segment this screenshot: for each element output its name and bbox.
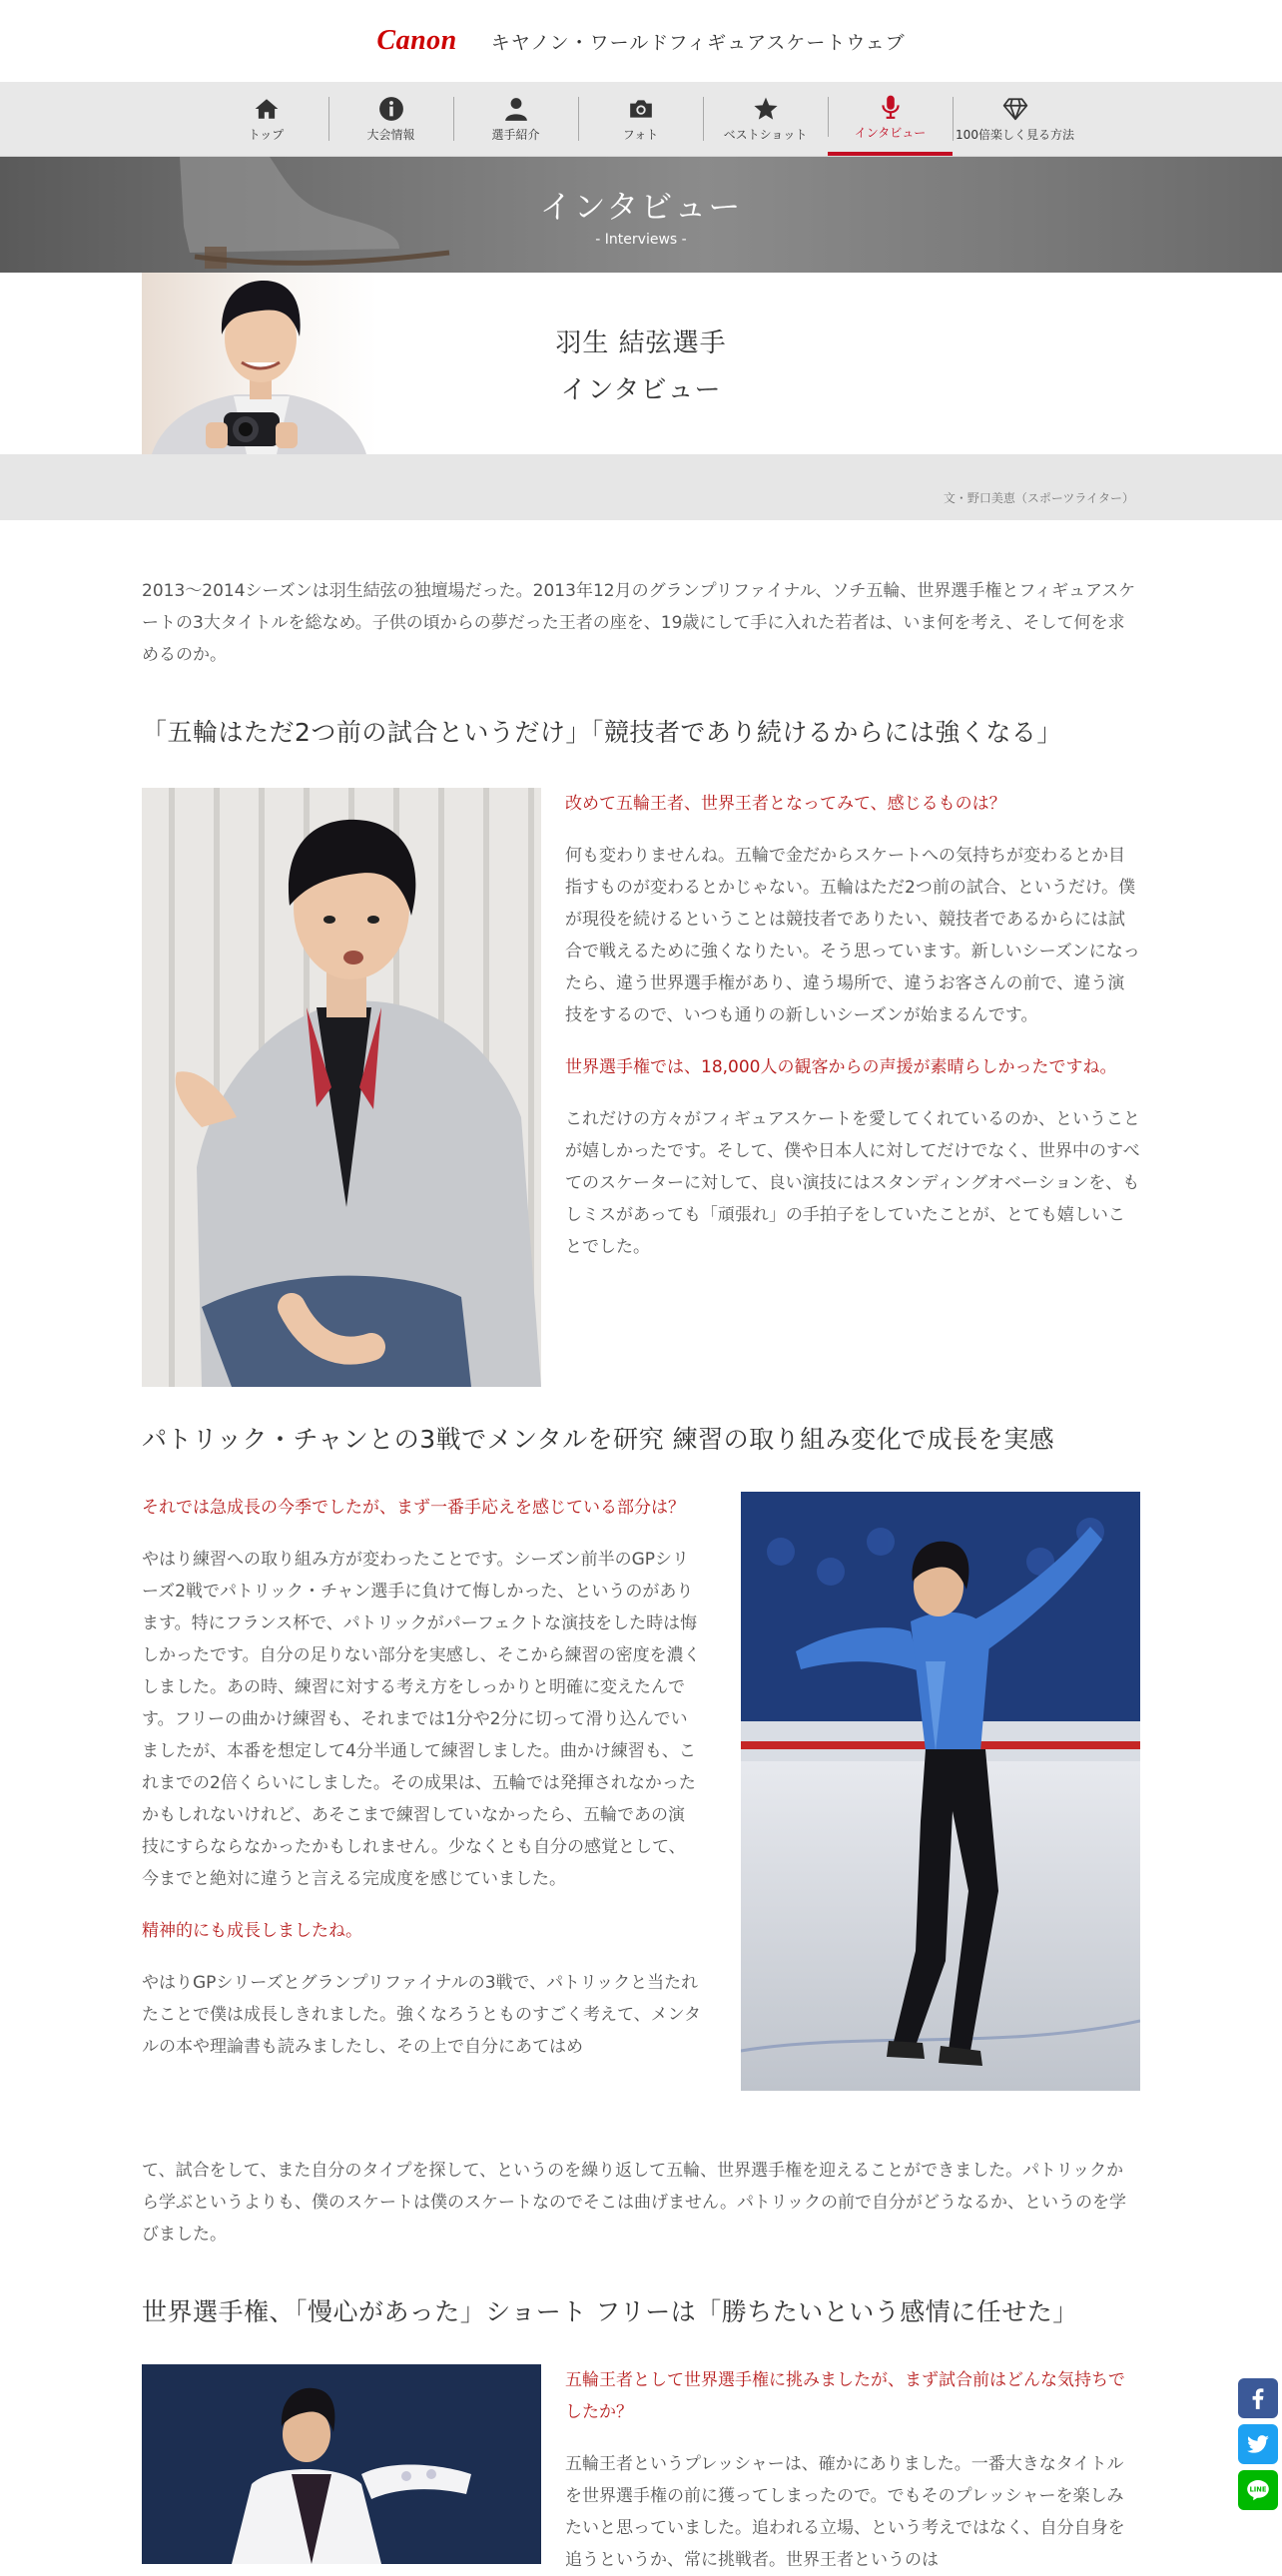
nav-item-players[interactable] [453, 82, 578, 156]
info-icon [378, 96, 404, 122]
nav-label: 選手紹介 [491, 127, 540, 142]
nav-label: インタビュー [854, 125, 927, 140]
nav-item-howto[interactable] [953, 82, 1077, 156]
question: 改めて五輪王者、世界王者となってみて、感じるものは？ [565, 794, 1006, 814]
article [142, 575, 1140, 2570]
section-heading-1: 「五輪はただ2つ前の試合というだけ」「競技者であり続けるからには強くなる」 [142, 718, 1062, 747]
answer: 五輪王者というプレッシャーは、確かにありました。一番大きなタイトルを世界選手権の前に獲ってしまったので。でもそのプレッシャーを楽しみたいと思っていました。追われる立場、という考えではなく、自分自身を追うというか、常に挑戦者。世界王者というのは [565, 2454, 1125, 2570]
article-lead: 2013～2014シーズンは羽生結弦の独壇場だった。2013年12月のグランプリファイナル、ソチ五輪、世界選手権とフィギュアスケートの3大タイトルを総なめ。子供の頃からの夢だった王者の座を、19歳にして手に入れた若者は、いま何を考え、そして何を求めるのか。 [142, 581, 1136, 665]
nav-label: ベストショット [723, 127, 808, 142]
star-icon [753, 96, 779, 122]
nav-item-interview[interactable] [828, 82, 953, 156]
nav-item-photo[interactable] [578, 82, 703, 156]
nav-label: 100倍楽しく見る方法 [956, 127, 1074, 142]
nav-label: フォト [622, 127, 659, 142]
diamond-icon [1002, 96, 1028, 122]
question: それでは急成長の今季でしたが、まず一番手応えを感じている部分は？ [142, 1498, 685, 1518]
qa-section2 [142, 1492, 701, 2063]
skate-boot-image [150, 157, 509, 273]
credit-bar [0, 454, 1282, 520]
nav-label: トップ [248, 127, 285, 142]
author-credit: 文・野口美恵（スポーツライター） [943, 491, 1134, 505]
banner-title: インタビュー [539, 188, 743, 226]
nav-label: 大会情報 [366, 127, 415, 142]
answer: 何も変わりませんね。五輪で金だからスケートへの気持ちが変わるとか目指すものが変わるとかじゃない。五輪はただ2つ前の試合、というだけ。僕が現役を続けるということは競技者でありたい、競技者であるからには試合で戦えるために強くなりたい。そう思っています。新しいシーズンになったら、違う世界選手権があり、違う場所で、違うお客さんの前で、違う演技をするので、いつも通りの新しいシーズンが始まるんです。 [565, 846, 1140, 1025]
section-banner [0, 157, 1282, 273]
qa-section1 [565, 788, 1140, 1263]
qa-section3 [565, 2364, 1140, 2576]
answer-continued: て、試合をして、また自分のタイプを探して、というのを繰り返して五輪、世界選手権を迎えることができました。パトリックから学ぶというよりも、僕のスケートは僕のスケートなのでそこは曲げません。パトリックの前で自分がどうなるか、というのを学びました。 [142, 2161, 1126, 2245]
question: 五輪王者として世界選手権に挑みましたが、まず試合前はどんな気持ちでしたか？ [565, 2370, 1125, 2422]
interview-photo-1 [142, 788, 541, 1387]
nav-item-tournament[interactable] [328, 82, 453, 156]
answer: やはり練習への取り組み方が変わったことです。シーズン前半のGPシリーズ2戦でパトリック・チャン選手に負けて悔しかった、というのがあります。特にフランス杯で、パトリックがパーフェクトな演技をした時は悔しかったです。自分の足りない部分を実感し、そこから練習の密度を濃くしました。あの時、練習に対する考え方をしっかりと明確に変えたんです。フリーの曲かけ練習も、それまでは1分や2分に切って滑り込んでいましたが、本番を想定して4分半通して練習しました。曲かけ練習も、これまでの2倍くらいにしました。その成果は、五輪では発揮されなかったかもしれないけれど、あそこまで練習していなかったら、五輪であの演技にすらならなかったかもしれません。少なくとも自分の感覚として、今までと絶対に違うと言える完成度を感じていました。 [142, 1550, 701, 1889]
skating-photo-2 [741, 1492, 1140, 2091]
profile-header [0, 273, 1282, 454]
global-nav [0, 82, 1282, 157]
answer: これだけの方々がフィギュアスケートを愛してくれているのか、ということが嬉しかったです。そして、僕や日本人に対してだけでなく、世界中のすべてのスケーターに対して、良い演技にはスタンディングオベーションを、もしミスがあっても「頑張れ」の手拍子をしていたことが、とても嬉しいことでした。 [565, 1109, 1140, 1257]
nav-item-bestshot[interactable] [703, 82, 828, 156]
site-header [0, 0, 1282, 82]
section-heading-2: パトリック・チャンとの3戦でメンタルを研究 練習の取り組み変化で成長を実感 [142, 1425, 1055, 1454]
line-icon [1245, 2477, 1271, 2503]
twitter-share-button[interactable] [1238, 2424, 1278, 2464]
interview-label: インタビュー [560, 375, 722, 405]
camera-icon [628, 96, 654, 122]
skating-photo-3 [142, 2364, 541, 2564]
home-icon [254, 96, 280, 122]
question: 精神的にも成長しましたね。 [142, 1921, 362, 1941]
nav-item-top[interactable] [204, 82, 328, 156]
svg-text:LINE: LINE [1249, 2485, 1267, 2494]
microphone-icon [878, 94, 904, 120]
person-icon [503, 96, 529, 122]
banner-subtitle: - Interviews - [595, 232, 687, 248]
twitter-icon [1245, 2431, 1271, 2457]
site-title[interactable]: キヤノン・ワールドフィギュアスケートウェブ [490, 31, 906, 54]
answer: やはりGPシリーズとグランプリファイナルの3戦で、パトリックと当たれたことで僕は成長しきれました。強くなろうとものすごく考えて、メンタルの本や理論書も読みましたし、その上で自分にあてはめ [142, 1973, 701, 2057]
question: 世界選手権では、18,000人の観客からの声援が素晴らしかったですね。 [565, 1057, 1117, 1077]
canon-logo[interactable]: Canon [376, 25, 457, 56]
player-name: 羽生 結弦選手 [555, 328, 727, 358]
interview-title [0, 321, 1282, 414]
line-share-button[interactable] [1238, 2470, 1278, 2510]
facebook-icon [1245, 2385, 1271, 2411]
section-heading-3: 世界選手権、「慢心があった」ショート フリーは「勝ちたいという感情に任せた」 [142, 2297, 1078, 2326]
facebook-share-button[interactable] [1238, 2378, 1278, 2418]
